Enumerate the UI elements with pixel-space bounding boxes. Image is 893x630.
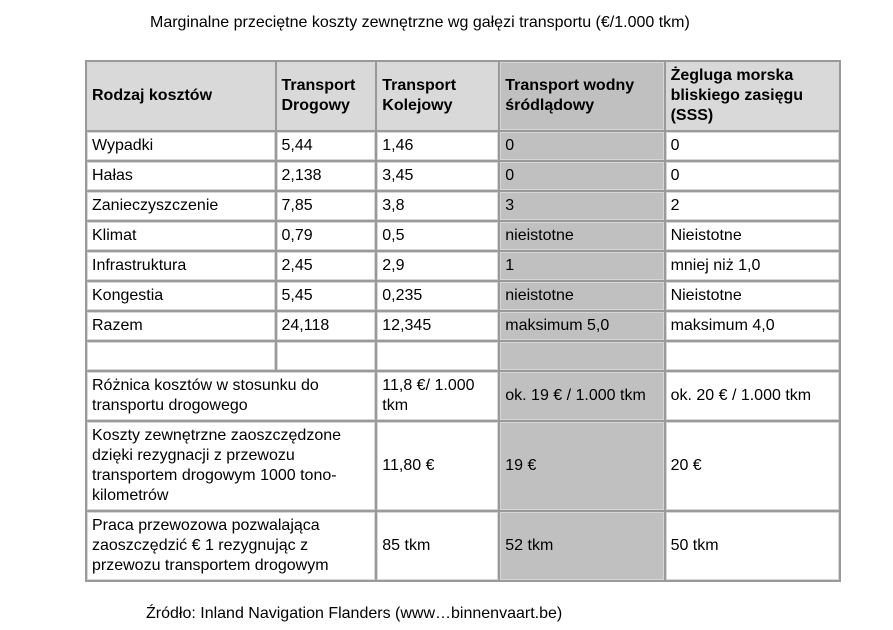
- water-value: nieistotne: [500, 222, 663, 250]
- table-row: [87, 282, 839, 310]
- road-value: 7,85: [277, 192, 376, 220]
- rail-value: 3,8: [377, 192, 498, 220]
- rail-value: 12,345: [377, 312, 498, 340]
- table-row: [87, 162, 839, 190]
- table-row: [87, 252, 839, 280]
- sea-value: Nieistotne: [666, 222, 839, 250]
- header-rail: Transport Kolejowy: [377, 62, 498, 130]
- water-value: 3: [500, 192, 663, 220]
- empty-cell: [87, 342, 275, 370]
- empty-cell: [500, 342, 663, 370]
- sea-value: mniej niż 1,0: [666, 252, 839, 280]
- road-value: 5,45: [277, 282, 376, 310]
- header-cost-type: Rodzaj kosztów: [87, 62, 275, 130]
- saved-costs-rail: 11,80 €: [377, 422, 498, 510]
- transport-work-row: [87, 512, 839, 580]
- empty-row: [87, 342, 839, 370]
- saved-costs-label: Koszty zewnętrzne zaoszczędzone dzięki rezygnacji z przewozu transportem drogowym 1000 tono-kilometrów: [87, 422, 375, 510]
- rail-value: 2,9: [377, 252, 498, 280]
- road-value: 5,44: [277, 132, 376, 160]
- sea-value: 0: [666, 132, 839, 160]
- rail-value: 3,45: [377, 162, 498, 190]
- empty-cell: [377, 342, 498, 370]
- saved-costs-water: 19 €: [500, 422, 663, 510]
- table-row: [87, 192, 839, 220]
- water-value: nieistotne: [500, 282, 663, 310]
- water-value: 0: [500, 162, 663, 190]
- saved-costs-sea: 20 €: [666, 422, 839, 510]
- header-road: Transport Drogowy: [277, 62, 376, 130]
- header-short-sea: Żegluga morska bliskiego zasięgu (SSS): [666, 62, 839, 130]
- water-value: 0: [500, 132, 663, 160]
- water-value: maksimum 5,0: [500, 312, 663, 340]
- transport-work-rail: 85 tkm: [377, 512, 498, 580]
- sea-value: maksimum 4,0: [666, 312, 839, 340]
- cost-difference-rail: 11,8 €/ 1.000 tkm: [377, 372, 498, 420]
- transport-work-water: 52 tkm: [500, 512, 663, 580]
- costs-table: [85, 60, 841, 582]
- header-inland-water: Transport wodny śródlądowy: [500, 62, 663, 130]
- cost-difference-row: [87, 372, 839, 420]
- saved-costs-row: [87, 422, 839, 510]
- road-value: 2,138: [277, 162, 376, 190]
- table-row: [87, 132, 839, 160]
- row-label: Zanieczyszczenie: [87, 192, 275, 220]
- cost-difference-sea: ok. 20 € / 1.000 tkm: [666, 372, 839, 420]
- road-value: 0,79: [277, 222, 376, 250]
- transport-work-sea: 50 tkm: [666, 512, 839, 580]
- row-label: Infrastruktura: [87, 252, 275, 280]
- sea-value: Nieistotne: [666, 282, 839, 310]
- empty-cell: [666, 342, 839, 370]
- transport-work-label: Praca przewozowa pozwalająca zaoszczędzić € 1 rezygnując z przewozu transportem drogowym: [87, 512, 375, 580]
- water-value: 1: [500, 252, 663, 280]
- table-title: Marginalne przeciętne koszty zewnętrzne wg gałęzi transportu (€/1.000 tkm): [150, 14, 690, 31]
- sea-value: 2: [666, 192, 839, 220]
- row-label: Hałas: [87, 162, 275, 190]
- rail-value: 1,46: [377, 132, 498, 160]
- road-value: 2,45: [277, 252, 376, 280]
- table-row: [87, 312, 839, 340]
- row-label: Razem: [87, 312, 275, 340]
- row-label: Klimat: [87, 222, 275, 250]
- rail-value: 0,235: [377, 282, 498, 310]
- row-label: Wypadki: [87, 132, 275, 160]
- header-row: [87, 62, 839, 130]
- empty-cell: [277, 342, 376, 370]
- road-value: 24,118: [277, 312, 376, 340]
- cost-difference-label: Różnica kosztów w stosunku do transportu drogowego: [87, 372, 375, 420]
- row-label: Kongestia: [87, 282, 275, 310]
- source-note: Źródło: Inland Navigation Flanders (www…binnenvaart.be): [146, 605, 563, 622]
- sea-value: 0: [666, 162, 839, 190]
- rail-value: 0,5: [377, 222, 498, 250]
- table-row: [87, 222, 839, 250]
- cost-difference-water: ok. 19 € / 1.000 tkm: [500, 372, 663, 420]
